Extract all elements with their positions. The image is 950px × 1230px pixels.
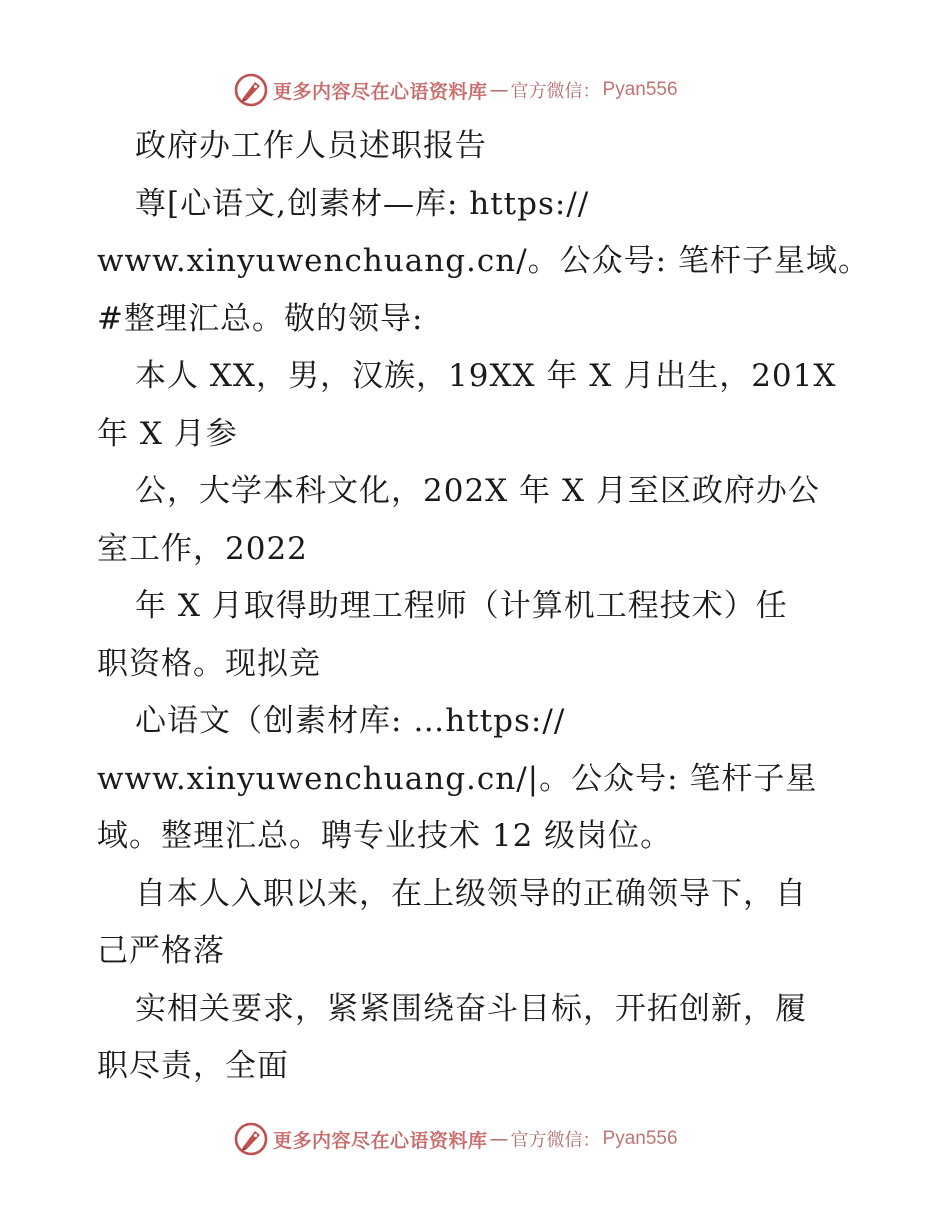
text-line: 室工作，2022 [97, 530, 308, 567]
banner-wechat-label: 官方微信： [510, 81, 601, 102]
banner-wechat-id: Pyan556 [602, 1128, 678, 1149]
text-line: 公，大学本科文化，202X 年 X 月至区政府办公 [135, 473, 820, 509]
document-body [97, 118, 870, 1096]
banner-main-text: 更多内容尽在心语资料库 [273, 80, 488, 103]
text-line: 心语文（创素材库: …https:// [135, 703, 566, 739]
text-line: #整理汇总。敬的领导: [97, 300, 424, 337]
text-line: 自本人入职以来，在上级领导的正确领导下，自 [135, 875, 807, 912]
banner-separator: — [489, 1128, 509, 1150]
text-line: 己严格落 [97, 933, 225, 969]
pen-nib-logo-icon [234, 73, 268, 107]
banner-wechat-id: Pyan556 [602, 79, 678, 100]
banner-separator: — [489, 79, 509, 101]
text-line: 职尽责，全面 [97, 1048, 289, 1084]
text-line: www.xinyuwenchuang.cn/。公众号: 笔杆子星域。 [97, 243, 870, 279]
text-line: 职资格。现拟竞 [97, 645, 321, 682]
text-line: 年 X 月取得助理工程师（计算机工程技术）任 [135, 588, 788, 624]
text-line: www.xinyuwenchuang.cn/|。公众号: 笔杆子星 [97, 760, 818, 797]
text-line: 实相关要求，紧紧围绕奋斗目标，开拓创新，履 [135, 990, 807, 1027]
header-watermark-banner [234, 72, 678, 108]
banner-wechat-label: 官方微信： [510, 1130, 601, 1151]
text-line: 本人 XX，男，汉族，19XX 年 X 月出生，201X [135, 358, 837, 394]
text-line: 尊[心语文,创素材—库: https:// [135, 185, 590, 222]
footer-watermark-banner [234, 1121, 678, 1157]
pen-nib-logo-icon [234, 1122, 268, 1156]
banner-main-text: 更多内容尽在心语资料库 [273, 1129, 488, 1152]
text-line: 年 X 月参 [97, 415, 238, 452]
document-title: 政府办工作人员述职报告 [135, 128, 487, 164]
text-line: 域。整理汇总。聘专业技术 12 级岗位。 [97, 818, 673, 854]
